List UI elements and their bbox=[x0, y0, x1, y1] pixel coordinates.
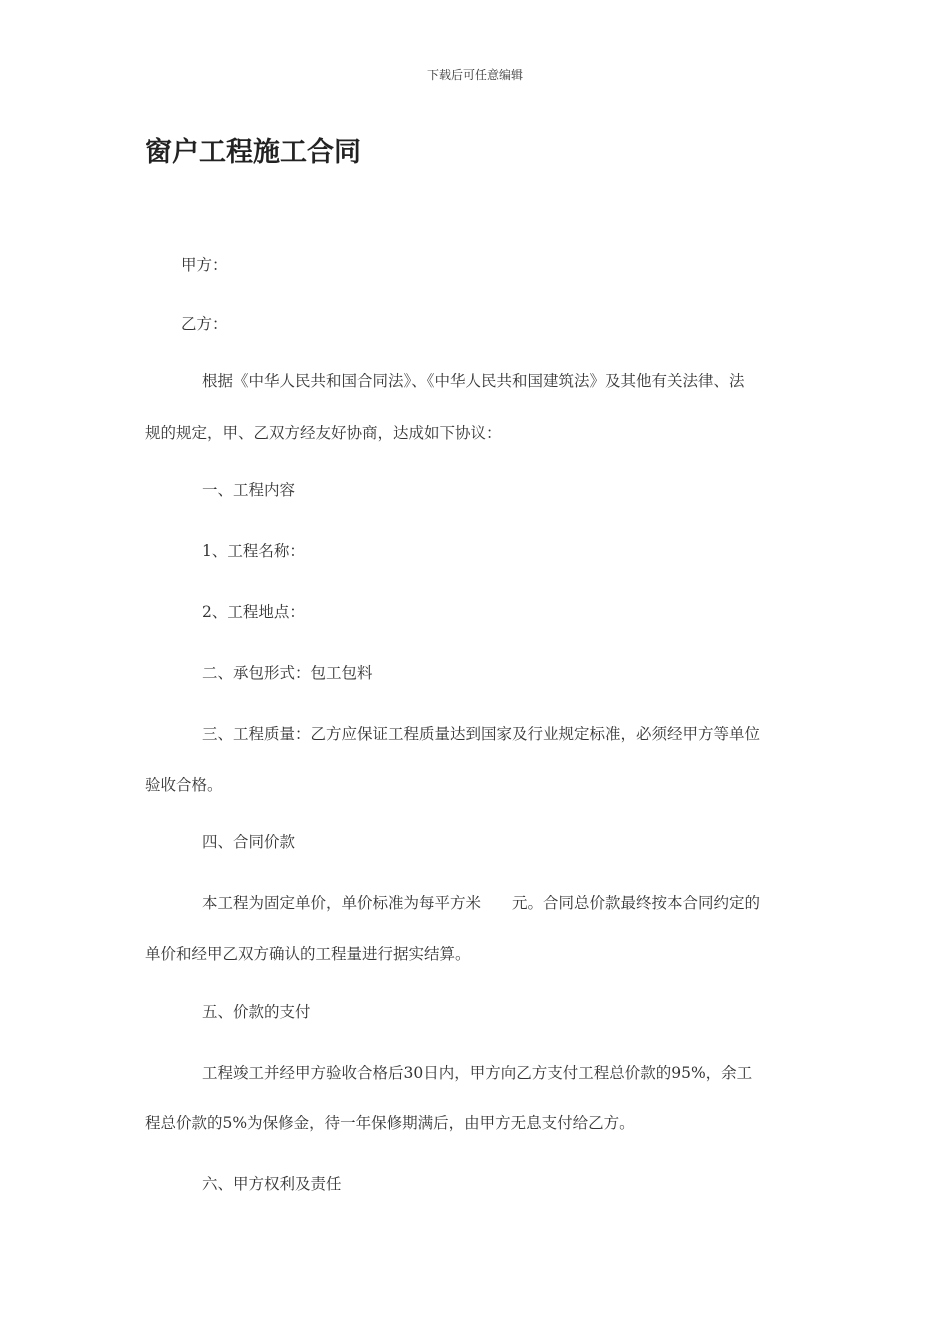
section-5-heading: 五、价款的支付 bbox=[202, 1003, 311, 1021]
section-3-line-1: 三、工程质量：乙方应保证工程质量达到国家及行业规定标准，必须经甲方等单位 bbox=[202, 725, 761, 743]
section-5-line-2: 程总价款的5%为保修金，待一年保修期满后，由甲方无息支付给乙方。 bbox=[145, 1114, 635, 1132]
page-header-note: 下载后可任意编辑 bbox=[426, 68, 523, 82]
section-1-item-1: 1、工程名称： bbox=[202, 542, 305, 560]
party-a-label: 甲方： bbox=[181, 256, 228, 274]
party-b-label: 乙方： bbox=[181, 315, 228, 333]
section-3-line-2: 验收合格。 bbox=[145, 776, 223, 794]
section-5-line-1: 工程竣工并经甲方验收合格后30日内，甲方向乙方支付工程总价款的95%，余工 bbox=[202, 1064, 753, 1082]
intro-paragraph-line-1: 根据《中华人民共和国合同法》、《中华人民共和国建筑法》及其他有关法律、法 bbox=[202, 372, 745, 390]
section-1-heading: 一、工程内容 bbox=[202, 481, 296, 499]
intro-paragraph-line-2: 规的规定，甲、乙双方经友好协商，达成如下协议： bbox=[145, 424, 502, 442]
section-4-heading: 四、合同价款 bbox=[202, 833, 296, 851]
section-4-line-2: 单价和经甲乙双方确认的工程量进行据实结算。 bbox=[145, 945, 471, 963]
section-6-heading: 六、甲方权利及责任 bbox=[202, 1175, 342, 1193]
section-4-line-1: 本工程为固定单价，单价标准为每平方米 元。合同总价款最终按本合同约定的 bbox=[202, 894, 761, 912]
document-title: 窗户工程施工合同 bbox=[145, 137, 361, 168]
section-1-item-2: 2、工程地点： bbox=[202, 603, 305, 621]
section-2-contract-form: 二、承包形式：包工包料 bbox=[202, 664, 373, 682]
